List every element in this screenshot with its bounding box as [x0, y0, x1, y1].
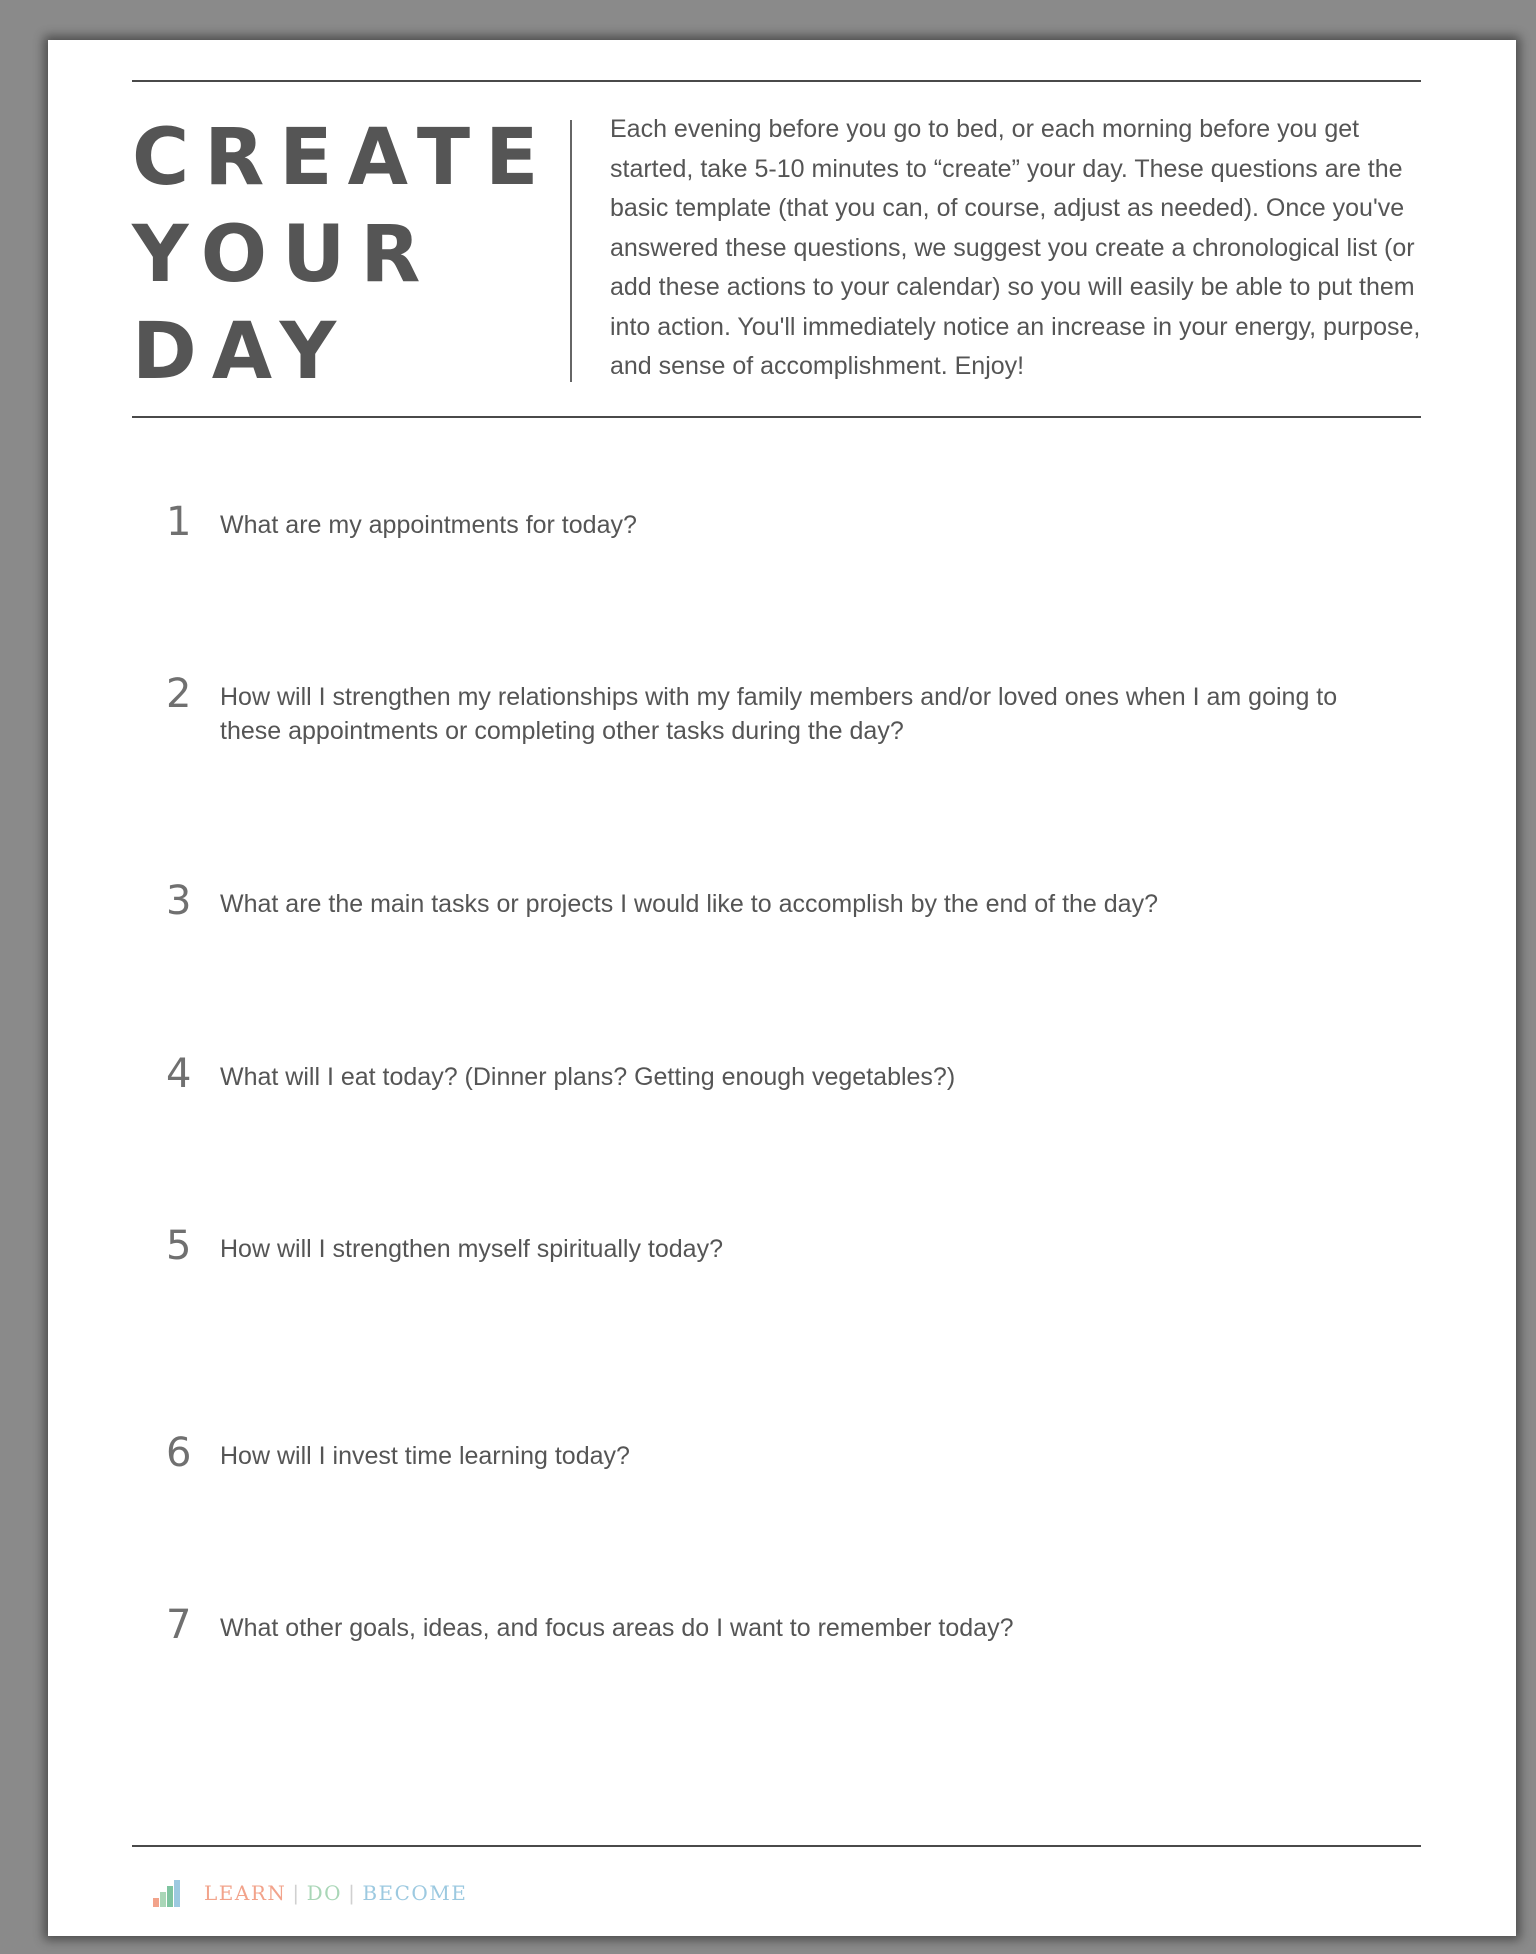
footer [152, 1878, 467, 1908]
question-text: What are the main tasks or projects I would like to accomplish by the end of the day? [220, 890, 1158, 918]
intro-paragraph: Each evening before you go to bed, or each morning before you get started, take 5-10 minutes to “create” your day. These questions are the basic template (that you can, of course, adjust as needed). Once you've answered these questions, we suggest you create a chronological list (or add these actions to your calendar) so you will easily be able to put them into action. You'll immediately notice an increase in your energy, purpose, and sense of accomplishment. Enjoy! [610, 115, 1421, 380]
title-line-1: CREATE [132, 113, 554, 203]
brand-do: DO [306, 1881, 343, 1905]
question-item [166, 1051, 1386, 1097]
footer-rule [132, 1845, 1421, 1847]
top-rule [132, 80, 1421, 82]
page-title [132, 110, 553, 401]
document-page [48, 40, 1516, 1936]
question-text: What will I eat today? (Dinner plans? Getting enough vegetables?) [220, 1063, 956, 1091]
brand-learn: LEARN [204, 1881, 287, 1905]
question-number: 3 [166, 878, 192, 924]
brand-separator: | [292, 1881, 301, 1905]
question-text: How will I strengthen myself spiritually today? [220, 1235, 723, 1263]
question-text: How will I invest time learning today? [220, 1442, 630, 1470]
question-item [166, 1602, 1386, 1648]
question-number: 2 [166, 671, 192, 717]
header-divider [570, 120, 572, 382]
question-number: 5 [166, 1223, 192, 1269]
title-line-2: YOUR [132, 210, 436, 300]
question-item [166, 499, 1386, 545]
question-number: 4 [166, 1051, 192, 1097]
question-text: What other goals, ideas, and focus areas do I want to remember today? [220, 1614, 1014, 1642]
question-number: 7 [166, 1602, 192, 1648]
brand-separator: | [348, 1881, 357, 1905]
question-number: 6 [166, 1430, 192, 1476]
question-text: What are my appointments for today? [220, 511, 637, 539]
question-item [166, 1430, 1386, 1476]
brand-wordmark [204, 1881, 467, 1905]
bar-chart-logo-icon [152, 1878, 182, 1908]
question-item [166, 671, 1386, 748]
header-bottom-rule [132, 416, 1421, 418]
question-item [166, 878, 1386, 924]
title-line-3: DAY [132, 307, 352, 397]
brand-become: BECOME [362, 1881, 468, 1905]
question-number: 1 [166, 499, 192, 545]
question-item [166, 1223, 1386, 1269]
question-text: How will I strengthen my relationships with my family members and/or loved ones when I am going to these appointments or completing other tasks during the day? [220, 683, 1338, 745]
